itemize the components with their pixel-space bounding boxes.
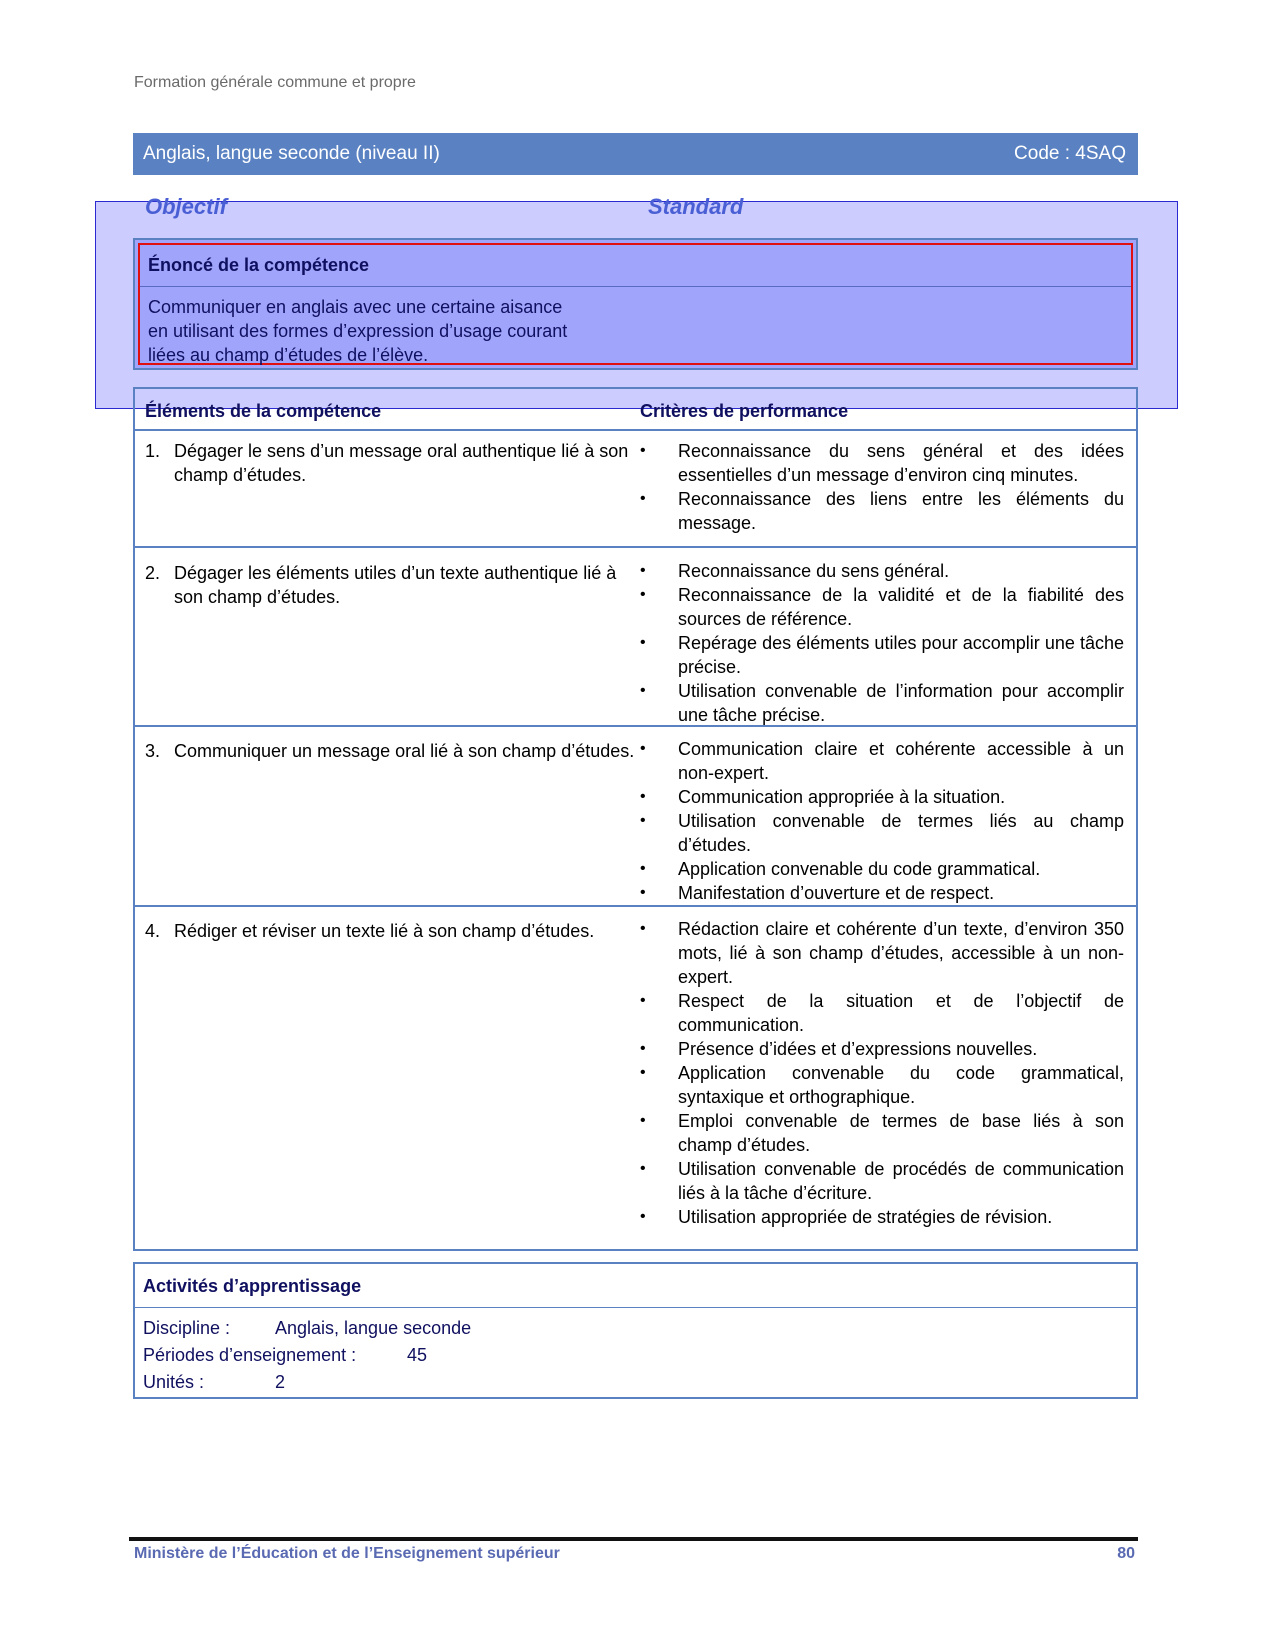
enonce-text xyxy=(148,295,628,367)
unites-value: 2 xyxy=(275,1372,286,1392)
criterion-item: • Repérage des éléments utiles pour accomplir une tâche précise. xyxy=(640,633,1124,677)
course-title: Anglais, langue seconde (niveau II) xyxy=(143,143,440,164)
criterion-item: • Utilisation appropriée de stratégies de révision. xyxy=(640,1207,1053,1227)
divider xyxy=(135,905,1136,907)
activites-box xyxy=(133,1262,1138,1399)
divider xyxy=(135,1307,1136,1308)
bullet-icon: • xyxy=(640,884,646,901)
periodes-label: Périodes d’enseignement : xyxy=(143,1345,357,1365)
criterion-item: • Rédaction claire et cohérente d’un texte, d’environ 350 mots, lié à son champ d’études, accessible à un non-expert. xyxy=(640,919,1124,987)
element-row-1 xyxy=(145,439,635,487)
criterion-item: • Reconnaissance du sens général. xyxy=(640,561,950,581)
enonce-highlight-frame xyxy=(138,243,1133,365)
criteria-list-4 xyxy=(640,917,1124,1229)
bullet-icon: • xyxy=(640,1040,646,1057)
bullet-icon: • xyxy=(640,634,646,651)
criteria-list-3 xyxy=(640,737,1124,905)
competence-table xyxy=(133,387,1138,1251)
criterion-item: • Reconnaissance des liens entre les éléments du message. xyxy=(640,489,1124,533)
enonce-line: en utilisant des formes d’expression d’usage courant xyxy=(148,321,568,341)
criterion-item: • Manifestation d’ouverture et de respect. xyxy=(640,883,995,903)
criterion-item: • Utilisation convenable de procédés de communication liés à la tâche d’écriture. xyxy=(640,1159,1124,1203)
element-number: 3. xyxy=(145,741,161,761)
column-header-elements: Éléments de la compétence xyxy=(145,401,382,421)
unites-line xyxy=(143,1372,286,1393)
element-row-4 xyxy=(145,919,635,943)
enonce-competence-box xyxy=(133,238,1138,370)
criteria-list-2 xyxy=(640,559,1124,727)
periodes-value: 45 xyxy=(407,1345,428,1365)
element-number: 4. xyxy=(145,921,161,941)
divider xyxy=(135,429,1136,431)
column-header-criteres: Critères de performance xyxy=(640,401,849,421)
bullet-icon: • xyxy=(640,860,646,877)
enonce-title: Énoncé de la compétence xyxy=(148,255,370,275)
criteria-list-1 xyxy=(640,439,1124,535)
criterion-item: • Application convenable du code grammatical, syntaxique et orthographique. xyxy=(640,1063,1124,1107)
bullet-icon: • xyxy=(640,1064,646,1081)
criterion-item: • Application convenable du code grammatical. xyxy=(640,859,1041,879)
element-text: Communiquer un message oral lié à son champ d’études. xyxy=(174,741,635,761)
discipline-label: Discipline : xyxy=(143,1318,231,1338)
divider xyxy=(135,725,1136,727)
bullet-icon: • xyxy=(640,490,646,507)
bullet-icon: • xyxy=(640,740,646,757)
element-text: Dégager les éléments utiles d’un texte authentique lié à son champ d’études. xyxy=(174,563,617,607)
objectif-heading: Objectif xyxy=(145,194,227,219)
divider xyxy=(135,546,1136,548)
divider xyxy=(140,286,1131,287)
bullet-icon: • xyxy=(640,812,646,829)
criterion-item: • Emploi convenable de termes de base liés à son champ d’études. xyxy=(640,1111,1124,1155)
discipline-value: Anglais, langue seconde xyxy=(275,1318,472,1338)
criterion-item: • Reconnaissance du sens général et des idées essentielles d’un message d’environ cinq minutes. xyxy=(640,441,1124,485)
course-code: Code : 4SAQ xyxy=(1014,143,1126,164)
page-number: 80 xyxy=(1117,1545,1135,1562)
footer-rule xyxy=(129,1537,1138,1541)
bullet-icon: • xyxy=(640,562,646,579)
bullet-icon: • xyxy=(640,920,646,937)
element-text: Rédiger et réviser un texte lié à son champ d’études. xyxy=(174,921,595,941)
activites-title: Activités d’apprentissage xyxy=(143,1276,362,1296)
bullet-icon: • xyxy=(640,1208,646,1225)
bullet-icon: • xyxy=(640,1160,646,1177)
enonce-line: Communiquer en anglais avec une certaine aisance xyxy=(148,297,563,317)
element-row-2 xyxy=(145,561,635,609)
criterion-item: • Respect de la situation et de l’objectif de communication. xyxy=(640,991,1124,1035)
enonce-line: liées au champ d’études de l’élève. xyxy=(148,345,429,365)
bullet-icon: • xyxy=(640,442,646,459)
criterion-item: • Utilisation convenable de l’information pour accomplir une tâche précise. xyxy=(640,681,1124,725)
criterion-item: • Communication appropriée à la situation. xyxy=(640,787,1006,807)
criterion-item: • Communication claire et cohérente accessible à un non-expert. xyxy=(640,739,1124,783)
element-number: 1. xyxy=(145,441,161,461)
bullet-icon: • xyxy=(640,586,646,603)
criterion-item: • Présence d’idées et d’expressions nouvelles. xyxy=(640,1039,1038,1059)
course-title-bar xyxy=(133,133,1138,175)
discipline-line xyxy=(143,1318,472,1339)
criterion-item: • Reconnaissance de la validité et de la fiabilité des sources de référence. xyxy=(640,585,1124,629)
bullet-icon: • xyxy=(640,992,646,1009)
bullet-icon: • xyxy=(640,1112,646,1129)
document-section-label: Formation générale commune et propre xyxy=(134,74,416,91)
element-text: Dégager le sens d’un message oral authentique lié à son champ d’études. xyxy=(174,441,629,485)
footer-ministry: Ministère de l’Éducation et de l’Enseignement supérieur xyxy=(134,1545,560,1562)
standard-heading: Standard xyxy=(648,194,744,219)
criterion-item: • Utilisation convenable de termes liés au champ d’études. xyxy=(640,811,1124,855)
element-number: 2. xyxy=(145,563,161,583)
unites-label: Unités : xyxy=(143,1372,205,1392)
bullet-icon: • xyxy=(640,788,646,805)
bullet-icon: • xyxy=(640,682,646,699)
element-row-3 xyxy=(145,739,635,763)
periodes-line xyxy=(143,1345,428,1366)
